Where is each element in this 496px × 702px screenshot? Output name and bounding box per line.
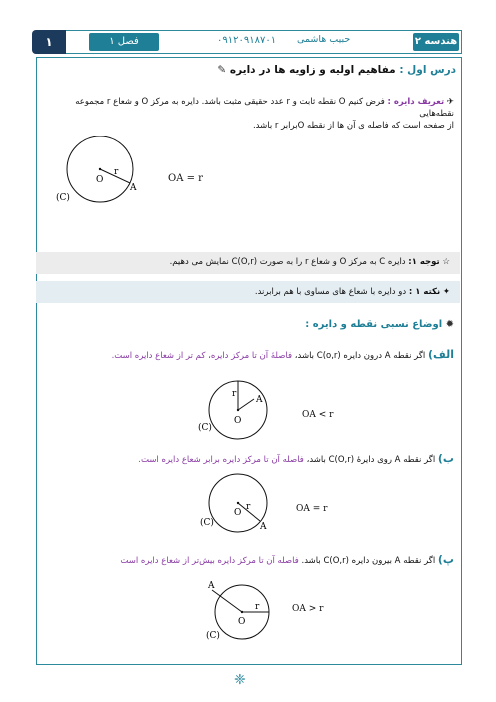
figure-case-c xyxy=(198,578,288,642)
case-b-equation: OA = r xyxy=(296,504,328,514)
case-a-highlight: فاصلهٔ آن تا مرکز دایره، کم تر از شعاع دایره است. xyxy=(111,351,293,361)
case-a-prefix: اگر نقطه A درون دایره C(o,r) باشد، xyxy=(294,351,426,361)
case-c-text xyxy=(120,553,454,566)
case-b-highlight: فاصله آن تا مرکز دایره برابر شعاع دایره است. xyxy=(138,455,304,465)
case-c-label-r: r xyxy=(255,602,260,612)
author-phone: ۰۹۱۲۰۹۱۸۷۰۱ xyxy=(217,35,277,46)
label-r: r xyxy=(114,167,119,177)
case-b-prefix: اگر نقطه A روی دایرهٔ C(O,r) باشد، xyxy=(306,455,436,465)
author-name: حبیب هاشمی xyxy=(297,34,351,45)
case-c-highlight: فاصله آن تا مرکز دایره بیش‌تر از شعاع دایره است xyxy=(120,556,299,566)
chapter-badge: فصل ۱ xyxy=(89,33,159,51)
case-c-label-c: (C) xyxy=(206,631,220,641)
case-b-label-a: A xyxy=(260,522,267,532)
note2 xyxy=(255,287,450,297)
figure-circle-definition xyxy=(56,136,236,206)
flag-icon: ✈ xyxy=(446,97,454,107)
definition-label: تعریف دایره : xyxy=(387,97,445,107)
label-c: (C) xyxy=(56,193,70,203)
lesson-title-text: مفاهیم اولیه و زاویه ها در دایره xyxy=(229,64,396,76)
case-b-label-r: r xyxy=(246,502,251,512)
figure-case-b xyxy=(196,473,286,535)
definition-text1: فرض کنیم O نقطه ثابت و r عدد حقیقی مثبت باشد. دایره به مرکز O و شعاع r مجموعه نقطه‌هایی xyxy=(75,97,454,119)
case-c-label-o: O xyxy=(238,617,246,627)
case-c-prefix: اگر نقطه A بیرون دایره C(O,r) باشد. xyxy=(301,556,436,566)
case-c-label-a: A xyxy=(208,581,215,591)
ornament-icon: ❈ xyxy=(234,672,246,688)
figure-case-a xyxy=(196,380,286,442)
header-bar xyxy=(36,30,462,54)
case-a-label-c: (C) xyxy=(198,423,212,433)
case-c-equation: OA > r xyxy=(292,604,324,614)
figure1-equation: OA = r xyxy=(168,173,203,184)
case-b-text xyxy=(138,452,454,465)
case-a-label-r: r xyxy=(232,389,237,399)
case-b-label-c: (C) xyxy=(200,518,214,528)
pen-icon: ✎ xyxy=(217,64,227,76)
case-a-label-a: A xyxy=(256,395,263,405)
case-a-key: الف) xyxy=(427,348,454,361)
case-a-text xyxy=(112,348,454,361)
section-title-text: اوضاع نسبی نقطه و دایره : xyxy=(305,319,443,330)
definition-line1 xyxy=(42,96,454,120)
case-a-equation: OA < r xyxy=(302,410,334,420)
lesson-prefix: درس اول : xyxy=(399,64,456,76)
case-c-key: پ) xyxy=(437,553,454,566)
section-title xyxy=(305,319,454,330)
subject-badge: هندسه ۲ xyxy=(413,33,459,51)
note2-text: دو دایره با شعاع های مساوی با هم برابرند. xyxy=(254,287,407,297)
note1-text: دایره C به مرکز O و شعاع r را به صورت C(O,r) نمایش می دهیم. xyxy=(169,257,406,267)
note1-label: توجه ۱: xyxy=(408,257,440,267)
note1 xyxy=(170,257,450,267)
note2-label: نکته ۱ : xyxy=(408,287,441,297)
star-icon: ☆ xyxy=(442,257,450,267)
case-a-label-o: O xyxy=(234,416,242,426)
label-a: A xyxy=(130,183,137,193)
case-b-key: ب) xyxy=(437,452,454,465)
page-number: ۱ xyxy=(32,30,66,54)
case-b-label-o: O xyxy=(234,508,242,518)
label-o: O xyxy=(96,175,104,185)
gear-icon: ✹ xyxy=(445,319,454,330)
definition-line2: از صفحه است که فاصله ی آن ها از نقطه Oبرابر r باشد. xyxy=(252,121,454,131)
bulb-icon: ✦ xyxy=(442,287,450,297)
lesson-title xyxy=(217,64,456,76)
